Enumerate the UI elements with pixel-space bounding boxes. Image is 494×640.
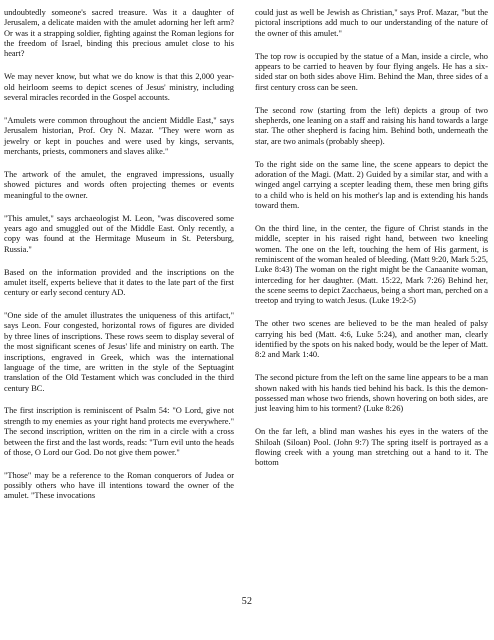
paragraph: On the third line, in the center, the figure of Christ stands in the middle, scepter in his raised right hand, between two kneeling women. The one on the left, touching the hem of His garment, is reminiscent of the woman healed of bleeding. (Matt 9:20, Mark 5:25, Luke 8:43) The woman on the right might be the Canaanite woman, interceding for her daughter. (Matt. 15:22, Mark 7:26) Behind her, the scene seems to depict Zacchaeus, being a short man, perched on a treetop and trying to watch Jesus. (Luke 19:2-5) (255, 223, 489, 306)
left-column (4, 8, 234, 514)
paragraph: "This amulet," says archaeologist M. Leon, "was discovered some years ago and smuggled out of the Middle East. Only recently, a copy was found at the Hermitage Museum in St. Petersburg, Russia." (4, 213, 234, 254)
paragraph: We may never know, but what we do know is that this 2,000 year-old heirloom seems to depict scenes of Jesus' ministry, including several miracles recorded in the Gospel accounts. (4, 72, 234, 102)
paragraph: The top row is occupied by the statue of a Man, inside a circle, who appears to be carried to heaven by four flying angels. He has a six-sided star on both sides above Him. Behind the Man, three sides of a first century cross can be seen. (255, 51, 488, 92)
paragraph: The other two scenes are believed to be the man healed of palsy carrying his bed (Matt. 4:6, Luke 5:24), and another man, clearly identified by the spots on his naked body, would be the leper of Matt. 8:2 and Mark 1:40. (255, 319, 488, 360)
paragraph: could just as well be Jewish as Christian," says Prof. Mazar, "but the pictoral inscriptions add much to our understanding of the nature of the owner of this amulet." (255, 8, 488, 38)
paragraph: On the far left, a blind man washes his eyes in the waters of the Shiloah (Siloan) Pool. (John 9:7) The spring itself is portrayed as a flowing creek with a young man stretching out a hand to it. The bottom (255, 427, 488, 468)
paragraph: To the right side on the same line, the scene appears to depict the adoration of the Magi. (Matt. 2) Guided by a similar star, and with a winged angel carrying a scepter leading them, these men bring gifts to a child who is held on his mother's lap and is extending his hands toward them. (255, 159, 488, 210)
paragraph: The first inscription is reminiscent of Psalm 54: "O Lord, give not strength to my enemies as your right hand protects me everywhere." The second inscription, written on the rim in a circle with a cross between the first and the last words, reads: "Turn evil unto the heads of those, O Lord our God. Do not give them power." (4, 406, 234, 457)
paragraph: Based on the information provided and the inscriptions on the amulet itself, experts believe that it dates to the late part of the first century or early second century AD. (4, 267, 234, 298)
right-column (255, 8, 488, 481)
paragraph: The second row (starting from the left) depicts a group of two shepherds, one leaning on a staff and raising his hand towards a large star. The other shepherd is facing him. Behind both, underneath the star, are two animals (probably sheep). (255, 105, 488, 146)
paragraph: undoubtedly someone's sacred treasure. Was it a daughter of Jerusalem, a delicate maiden with the amulet adorning her left arm? Or was it a strapping soldier, fighting against the Roman legions for the freedom of Israel, binding this precious amulet close to his heart? (4, 8, 234, 59)
paragraph: The artwork of the amulet, the engraved impressions, usually showed pictures and words often projecting themes or events meaningful to the owner. (4, 169, 234, 200)
paragraph: "Amulets were common throughout the ancient Middle East," says Jerusalem historian, Prof. Ory N. Mazar. "They were worn as jewelry or kept in pouches and were used by kings, servants, merchants, priests, commoners and slaves alike." (4, 115, 234, 156)
paragraph: "One side of the amulet illustrates the uniqueness of this artifact," says Leon. Four congested, horizontal rows of figures are divided by three lines of inscriptions. These rows seem to display several of the most significant scenes of Jesus' life and ministry on earth. The inscriptions, engraved in Greek, which was the international language of the time, are written in the style of the Septuagint translation of the Old Testament which was concluded in the third century BC. (4, 311, 234, 393)
paragraph: The second picture from the left on the same line appears to be a man shown naked with his hands tied behind his back. Is this the demon-possessed man whose two friends, shown hovering on both sides, are just leaving him to his torment? (Luke 8:26) (255, 373, 489, 414)
paragraph: "Those" may be a reference to the Roman conquerors of Judea or possibly others who have ill intentions toward the owner of the amulet. "These invocations (4, 470, 234, 501)
page-number: 52 (241, 596, 253, 607)
